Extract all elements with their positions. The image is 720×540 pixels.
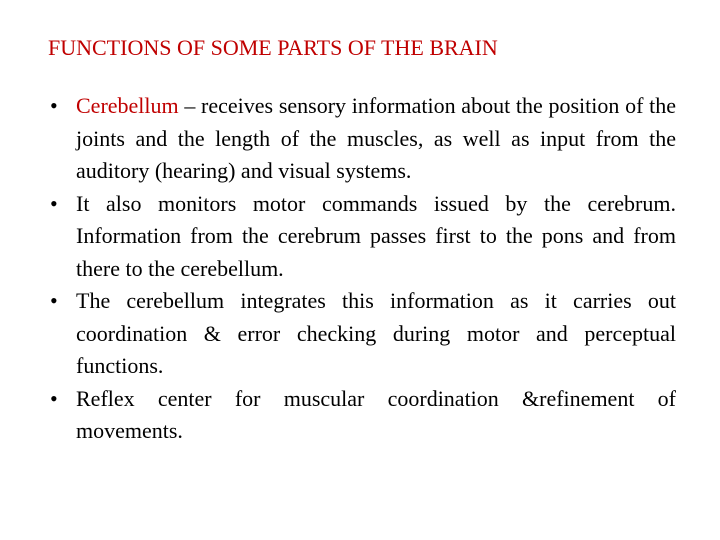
bullet-text: – receives sensory information about the position of the joints and the length of the muscles, as well as input from the auditory (hearing) and visual systems. <box>76 93 676 183</box>
bullet-item <box>50 188 676 286</box>
bullet-text: Reflex center for muscular coordination &refinement of movements. <box>76 385 676 443</box>
bullet-icon: • <box>50 93 58 118</box>
bullet-item <box>50 285 676 383</box>
bullet-icon: • <box>50 385 58 411</box>
bullet-icon: • <box>50 190 58 216</box>
bullet-text: It also monitors motor commands issued by the cerebrum. Information from the cerebrum passes first to the pons and from there to the cerebellum. <box>76 190 676 281</box>
slide-title: FUNCTIONS OF SOME PARTS OF THE BRAIN <box>48 35 498 60</box>
bullet-text: The cerebellum integrates this information as it carries out coordination & error checking during motor and perceptual functions. <box>76 288 676 378</box>
bullet-list <box>50 90 676 448</box>
bullet-item <box>50 383 676 448</box>
bullet-icon: • <box>50 288 58 313</box>
bullet-item <box>50 90 676 188</box>
bullet-term: Cerebellum <box>76 93 179 118</box>
